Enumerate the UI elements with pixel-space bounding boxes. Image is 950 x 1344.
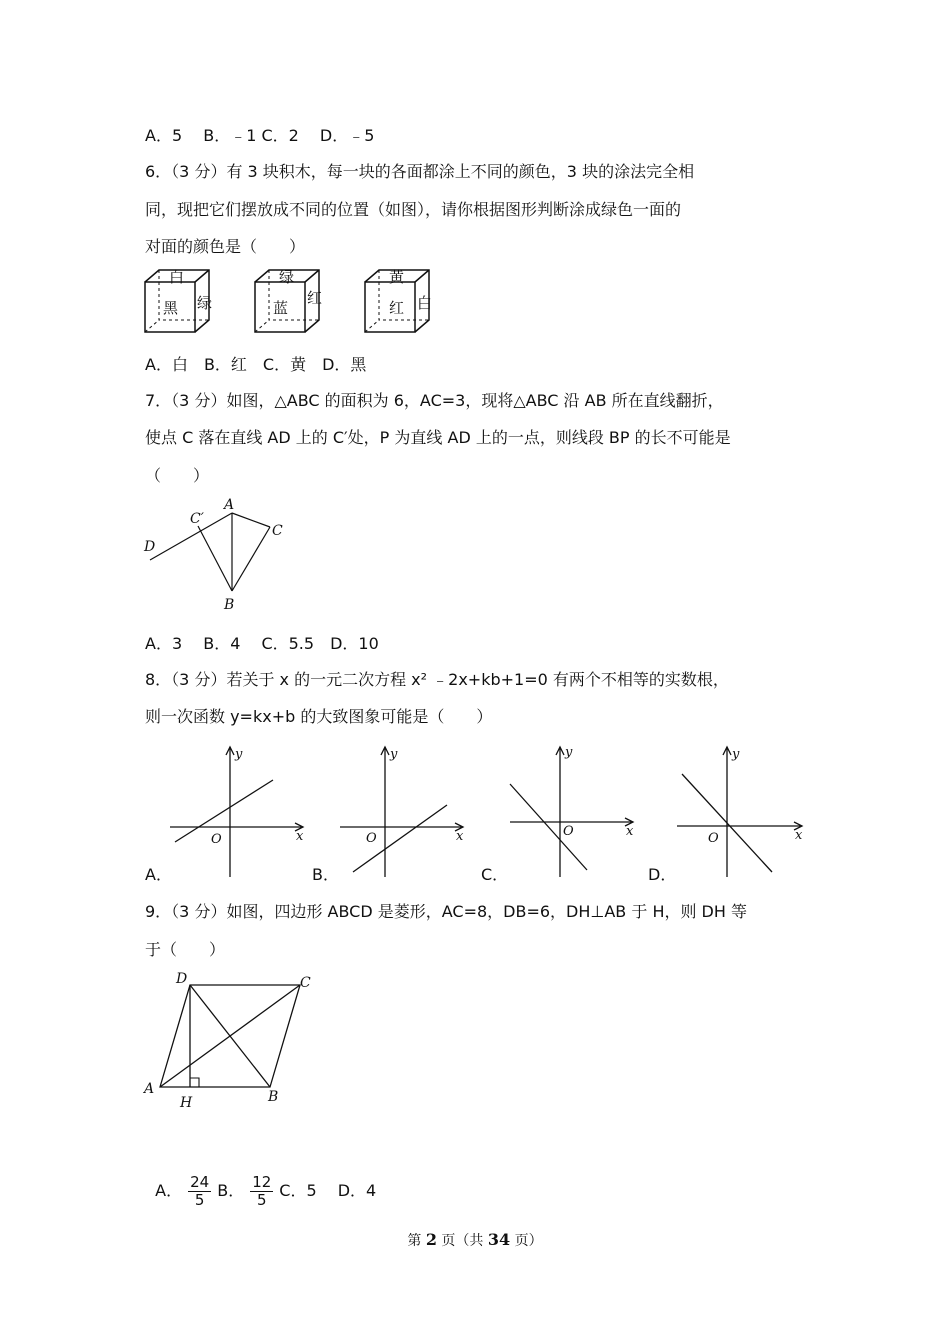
graph-b-y-label: y: [390, 747, 398, 762]
graph-d-x-label: x: [795, 828, 803, 843]
q9-option-rest: C．5 D．4: [279, 1181, 377, 1200]
q9-label-c: C: [300, 975, 311, 991]
footer-prefix: 第: [407, 1233, 426, 1249]
q6-stem-line2: 同，现把它们摆放成不同的位置（如图），请你根据图形判断涂成绿色一面的: [145, 200, 682, 219]
q6-stem-line3: 对面的颜色是（ ）: [145, 237, 306, 256]
q7-label-cprime: C′: [190, 511, 204, 527]
q8-option-a: A．: [145, 865, 172, 884]
cube3-front-label: 红: [389, 299, 405, 317]
q9-label-b: B: [268, 1089, 279, 1105]
cube2-front-label: 蓝: [273, 299, 289, 317]
graph-a-origin-label: O: [211, 832, 222, 847]
footer-total-pages: 34: [487, 1230, 511, 1249]
q7-stem-line2: 使点 C 落在直线 AD 上的 C′处，P 为直线 AD 上的一点，则线段 BP 的长不可能是: [145, 428, 731, 447]
fraction-numerator: 12: [252, 1173, 272, 1191]
q7-label-d: D: [144, 539, 156, 555]
q7-options: A．3 B．4 C．5.5 D．10: [145, 634, 379, 653]
footer-middle: 页（共: [436, 1233, 488, 1249]
cube2-side-label: 红: [307, 289, 323, 307]
q7-label-a: A: [224, 497, 235, 513]
q5-options: A．5 B．﹣1 C．2 D．﹣5: [145, 126, 375, 145]
q7-stem-line3: （ ）: [145, 466, 210, 485]
q9-label-h: H: [180, 1095, 193, 1111]
q8-graph-a: [165, 742, 310, 882]
graph-b-origin-label: O: [366, 831, 377, 846]
q9-label-d: D: [176, 971, 188, 987]
cube3-top-label: 黄: [389, 268, 405, 286]
q9-rhombus-figure: [140, 967, 320, 1112]
q9-option-b-fraction: [250, 1174, 273, 1209]
graph-a-x-label: x: [296, 829, 304, 844]
cube-2: [255, 268, 322, 332]
q6-options: A．白 B．红 C．黄 D．黑: [145, 355, 367, 374]
cube1-side-label: 绿: [197, 294, 213, 312]
q7-triangle-figure: [140, 495, 300, 615]
q8-stem-line2: 则一次函数 y=kx+b 的大致图象可能是（ ）: [145, 707, 493, 726]
fraction-denominator: 5: [194, 1191, 205, 1209]
q8-graph-c: [505, 742, 640, 882]
graph-d-origin-label: O: [708, 831, 719, 846]
graph-b-x-label: x: [456, 829, 464, 844]
cube-3: [365, 268, 432, 332]
q8-option-c: C．: [481, 865, 509, 884]
graph-c-x-label: x: [626, 824, 634, 839]
graph-c-origin-label: O: [563, 824, 574, 839]
footer-suffix: 页）: [510, 1233, 543, 1249]
fraction-denominator: 5: [256, 1191, 267, 1209]
q8-stem-line1: 8．（3 分）若关于 x 的一元二次方程 x² ﹣2x+kb+1=0 有两个不相等的实数根，: [145, 670, 729, 689]
fraction-numerator: 24: [190, 1173, 210, 1191]
q6-stem-line1: 6．（3 分）有 3 块积木，每一块的各面都涂上不同的颜色，3 块的涂法完全相: [145, 162, 695, 181]
footer-page-number: 2: [425, 1230, 437, 1249]
q9-option-a-label: A．: [155, 1181, 183, 1200]
q7-label-c: C: [272, 523, 283, 539]
q7-label-b: B: [224, 597, 235, 613]
cube-1: [145, 268, 212, 332]
page-footer: [0, 1230, 950, 1250]
q9-option-b-label: B．: [217, 1181, 245, 1200]
graph-c-y-label: y: [565, 745, 573, 760]
cube2-top-label: 绿: [279, 268, 295, 286]
q9-options: [145, 1137, 376, 1209]
q9-label-a: A: [144, 1081, 155, 1097]
q8-option-b: B．: [312, 865, 339, 884]
q9-stem-line2: 于（ ）: [145, 940, 226, 959]
q8-graph-d: [672, 742, 810, 882]
cube1-front-label: 黑: [163, 299, 179, 317]
graph-d-y-label: y: [732, 747, 740, 762]
cube3-side-label: 白: [417, 294, 433, 312]
q9-stem-line1: 9．（3 分）如图，四边形 ABCD 是菱形，AC=8，DB=6，DH⊥AB 于 H，则 DH 等: [145, 902, 747, 921]
q8-option-d: D．: [648, 865, 677, 884]
q9-option-a-fraction: [188, 1174, 211, 1209]
cube1-top-label: 白: [169, 268, 185, 286]
graph-a-y-label: y: [235, 747, 243, 762]
q8-graph-b: [335, 742, 470, 882]
q6-cubes-figure: [140, 268, 450, 338]
q7-stem-line1: 7．（3 分）如图，△ABC 的面积为 6，AC=3，现将△ABC 沿 AB 所在直线翻折，: [145, 391, 724, 410]
